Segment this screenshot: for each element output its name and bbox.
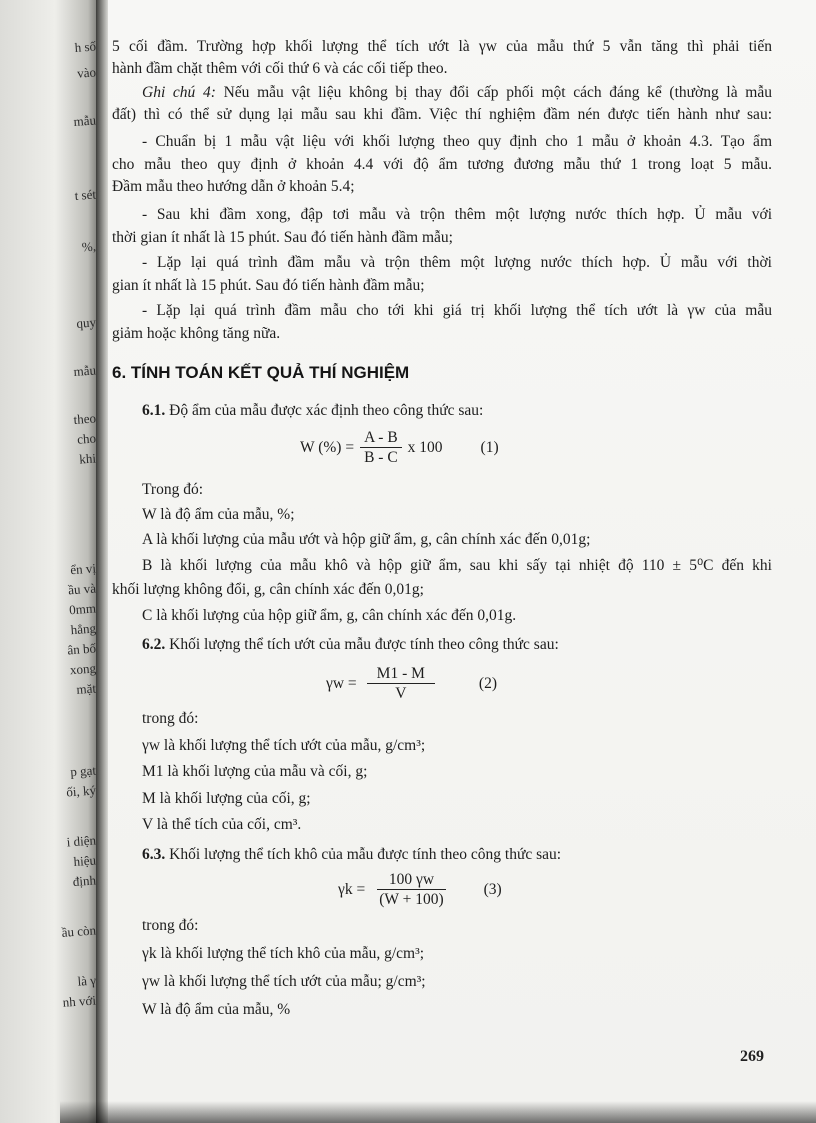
formula1-numerator: A - B <box>360 428 402 448</box>
s62-intro <box>142 636 559 654</box>
margin-fragment: ầu còn <box>61 922 97 940</box>
formula3-denominator: (W + 100) <box>379 891 444 908</box>
s61-text: Độ ẩm của mẫu được xác định theo công thức sau: <box>165 402 484 419</box>
bullet1-line3: Đầm mẫu theo hướng dẫn ở khoản 5.4; <box>112 178 355 195</box>
margin-fragment: mặt <box>75 680 97 697</box>
margin-fragment: h số <box>74 38 97 55</box>
formula1-rhs: x 100 <box>407 438 443 456</box>
s61-intro <box>142 402 483 420</box>
formula3-number: (3) <box>483 880 502 898</box>
p1-line2: hành đầm chặt thêm với cối thứ 6 và các cối tiếp theo. <box>112 60 448 77</box>
book-binding <box>96 0 108 1123</box>
margin-fragment: ối, ký <box>65 782 97 800</box>
s62-where: trong đó: <box>142 710 199 727</box>
formula2-lhs: γw = <box>326 674 357 692</box>
margin-fragment: ân bố <box>66 640 97 658</box>
formula-1 <box>300 428 499 467</box>
margin-fragment: p gạt <box>69 762 97 780</box>
s62-def-v: V là thể tích của cối, cm³. <box>142 816 302 833</box>
formula-2 <box>326 664 497 703</box>
margin-fragment: vào <box>76 64 97 81</box>
bullet2-line2: thời gian ít nhất là 15 phút. Sau đó tiến hành đầm mẫu; <box>112 229 453 246</box>
margin-fragment: mẫu <box>73 112 97 130</box>
bullet1-line1: - Chuẩn bị 1 mẫu vật liệu với khối lượng theo quy định cho 1 mẫu ở khoản 4.3. Tạo ẩm <box>142 133 772 150</box>
margin-fragment: xong <box>69 660 97 678</box>
margin-fragment: %, <box>81 238 97 255</box>
s62-label: 6.2. <box>142 636 166 653</box>
note4-line1 <box>142 84 772 102</box>
s63-text: Khối lượng thể tích khô của mẫu được tính theo công thức sau: <box>165 846 562 863</box>
formula1-denominator: B - C <box>364 449 398 466</box>
s61-def-c: C là khối lượng của hộp giữ ẩm, g, cân chính xác đến 0,01g. <box>142 607 517 624</box>
margin-fragment: i diện <box>66 832 97 850</box>
scan-bottom-shadow <box>60 1101 816 1123</box>
s63-intro <box>142 846 561 864</box>
bullet3-line2: gian ít nhất là 15 phút. Sau đó tiến hành đầm mẫu; <box>112 277 425 294</box>
formula-3 <box>338 870 502 909</box>
s63-def-gk: γk là khối lượng thể tích khô của mẫu, g/cm³; <box>142 945 425 962</box>
formula1-number: (1) <box>480 438 499 456</box>
formula2-denominator: V <box>395 685 407 702</box>
s62-text: Khối lượng thể tích ướt của mẫu được tính theo công thức sau: <box>165 636 559 653</box>
s61-where: Trong đó: <box>142 481 204 498</box>
margin-fragment: định <box>72 872 97 890</box>
s63-def-w: W là độ ẩm của mẫu, % <box>142 1001 291 1018</box>
note4-label: Ghi chú 4: <box>142 84 216 101</box>
formula2-numerator: M1 - M <box>367 664 435 684</box>
bullet1-line2: cho mẫu theo quy định ở khoản 4.4 với độ ẩm tương đương mẫu thứ 1 trong loạt 5 mẫu. <box>112 156 772 173</box>
margin-fragment: t sét <box>74 186 97 203</box>
s63-label: 6.3. <box>142 846 166 863</box>
margin-fragment: mẫu <box>73 362 97 380</box>
s62-def-gw: γw là khối lượng thể tích ướt của mẫu, g/cm³; <box>142 737 426 754</box>
margin-fragment: ển vị <box>69 560 97 578</box>
margin-fragment: khi <box>78 450 97 467</box>
section-heading <box>112 363 409 383</box>
formula3-lhs: γk = <box>338 880 366 898</box>
s63-where: trong đó: <box>142 917 199 934</box>
margin-fragment: hẳng <box>70 620 97 638</box>
bullet2-line1: - Sau khi đầm xong, đập tơi mẫu và trộn thêm một lượng nước thích hợp. Ủ mẫu với <box>142 206 772 223</box>
margin-fragment: hiệu <box>73 852 97 870</box>
section-title: TÍNH TOÁN KẾT QUẢ THÍ NGHIỆM <box>130 363 410 382</box>
s61-def-a: A là khối lượng của mẫu ướt và hộp giữ ẩm, g, cân chính xác đến 0,01g; <box>142 531 591 548</box>
bullet4-line1: - Lặp lại quá trình đầm mẫu cho tới khi giá trị khối lượng thể tích ướt là γw của mẫu <box>142 302 772 319</box>
margin-fragment: cho <box>76 430 97 447</box>
s63-def-gw: γw là khối lượng thể tích ướt của mẫu; g/cm³; <box>142 973 426 990</box>
page-number: 269 <box>740 1048 764 1065</box>
formula1-lhs: W (%) = <box>300 438 355 456</box>
section-number: 6. <box>112 363 127 382</box>
formula2-number: (2) <box>478 674 497 692</box>
margin-fragment: 0mm <box>68 600 97 618</box>
s61-def-w: W là độ ẩm của mẫu, %; <box>142 506 295 523</box>
note4-line2: đất) thì có thể sử dụng lại mẫu sau khi đầm. Việc thí nghiệm đầm nén được tiến hành như sau: <box>112 106 772 123</box>
s61-def-b-line1: B là khối lượng của mẫu khô và hộp giữ ẩm, sau khi sấy tại nhiệt độ 110 ± 5⁰C đến khi <box>142 557 772 574</box>
margin-fragment: ầu và <box>67 580 97 598</box>
margin-fragment: nh với <box>62 992 97 1010</box>
s61-label: 6.1. <box>142 402 166 419</box>
s62-def-m: M là khối lượng của cối, g; <box>142 790 311 807</box>
margin-fragment: quy <box>75 314 97 331</box>
s62-def-m1: M1 là khối lượng của mẫu và cối, g; <box>142 763 368 780</box>
s61-def-b-line2: khối lượng không đổi, g, cân chính xác đến 0,01g; <box>112 581 424 598</box>
bullet4-line2: giảm hoặc không tăng nữa. <box>112 325 281 342</box>
bullet3-line1: - Lặp lại quá trình đầm mẫu và trộn thêm một lượng nước thích hợp. Ủ mẫu với thời <box>142 254 772 271</box>
formula3-numerator: 100 γw <box>377 870 446 890</box>
margin-fragment: theo <box>73 410 97 428</box>
margin-fragment: là γ <box>77 972 97 989</box>
p1-line1: 5 cối đầm. Trường hợp khối lượng thể tích ướt là γw của mẫu thứ 5 vẫn tăng thì phải tiến <box>112 38 772 55</box>
note4-text: Nếu mẫu vật liệu không bị thay đổi cấp phối một cách đáng kể (thường là mẫu <box>215 84 772 101</box>
